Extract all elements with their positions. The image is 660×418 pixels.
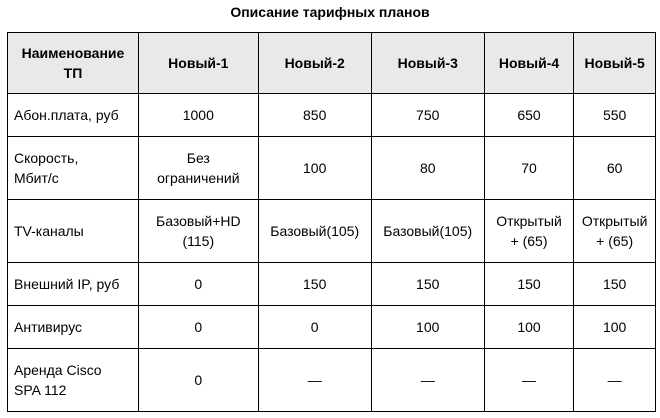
- header-plan-2: Новый-2: [258, 33, 371, 94]
- cell-value: 0: [194, 372, 203, 388]
- row-label: [8, 306, 139, 349]
- row-label-line1: TV-каналы: [14, 223, 84, 239]
- row-label-line1: Скорость,: [14, 150, 79, 166]
- cell-value: —: [607, 372, 622, 388]
- row-label-line1: Внешний IP, руб: [14, 276, 120, 292]
- cell-value: —: [522, 372, 537, 388]
- table-cell: [138, 94, 258, 137]
- cell-value: —: [420, 372, 435, 388]
- table-cell: [138, 306, 258, 349]
- table-cell: [138, 137, 258, 200]
- table-cell: [138, 200, 258, 263]
- table-row-external-ip: [8, 263, 656, 306]
- cell-value: 150: [517, 276, 541, 292]
- cell-value: 850: [303, 107, 327, 123]
- table-cell: [371, 349, 484, 412]
- table-row-cisco-rental: [8, 349, 656, 412]
- cell-value: 80: [419, 160, 436, 176]
- cell-value: 0: [194, 319, 203, 335]
- cell-value: 70: [521, 160, 537, 176]
- table-cell: [574, 94, 656, 137]
- table-cell: [574, 200, 656, 263]
- cell-value: 150: [416, 276, 440, 292]
- table-cell: [574, 306, 656, 349]
- table-cell: [258, 200, 371, 263]
- cell-value-line1: Открытый: [496, 213, 562, 229]
- cell-value: 0: [194, 276, 203, 292]
- table-row-speed: [8, 137, 656, 200]
- cell-value: —: [307, 372, 322, 388]
- table-cell: [484, 94, 574, 137]
- cell-value: 60: [606, 160, 623, 176]
- table-row-antivirus: [8, 306, 656, 349]
- table-row-subscription-fee: [8, 94, 656, 137]
- cell-value: 150: [602, 276, 627, 292]
- row-label: [8, 137, 139, 200]
- row-label-line2: SPA 112: [14, 382, 67, 398]
- table-cell: [371, 200, 484, 263]
- cell-value-line1: Без: [186, 150, 210, 166]
- table-cell: [484, 137, 574, 200]
- row-label-line1: Антивирус: [14, 319, 83, 335]
- cell-value: 750: [416, 107, 440, 123]
- cell-value-line2: (115): [182, 233, 215, 249]
- table-cell: [574, 137, 656, 200]
- header-plan-5: Новый-5: [574, 33, 656, 94]
- header-label-line1: Наименование: [21, 45, 125, 61]
- row-label-line1: Аренда Cisco: [14, 362, 102, 378]
- cell-value-line2: ограничений: [157, 170, 240, 186]
- cell-value: 100: [303, 160, 327, 176]
- header-label-line2: ТП: [63, 65, 83, 81]
- table-cell: [574, 263, 656, 306]
- table-cell: [138, 263, 258, 306]
- header-plan-1: Новый-1: [138, 33, 258, 94]
- header-plan-name: [8, 33, 139, 94]
- table-cell: [258, 137, 371, 200]
- table-cell: [258, 263, 371, 306]
- table-cell: [484, 263, 574, 306]
- table-cell: [371, 306, 484, 349]
- cell-value-line2: + (65): [510, 233, 548, 249]
- cell-value: 0: [310, 319, 319, 335]
- table-header-row: [8, 33, 656, 94]
- row-label: [8, 200, 139, 263]
- row-label-line2: Мбит/с: [14, 170, 59, 186]
- header-plan-4: Новый-4: [484, 33, 574, 94]
- row-label: [8, 263, 139, 306]
- table-cell: [484, 306, 574, 349]
- cell-value: 650: [517, 107, 541, 123]
- cell-value-line2: + (65): [596, 233, 634, 249]
- header-plan-3: Новый-3: [371, 33, 484, 94]
- tariff-plans-table: [7, 32, 656, 412]
- table-row-tv-channels: [8, 200, 656, 263]
- cell-value: 150: [303, 276, 327, 292]
- table-caption: Описание тарифных планов: [230, 4, 430, 20]
- table-cell: [371, 94, 484, 137]
- cell-value: 550: [602, 107, 627, 123]
- table-cell: [258, 349, 371, 412]
- cell-value: Базовый(105): [270, 223, 360, 239]
- cell-value: 100: [416, 319, 440, 335]
- table-cell: [371, 263, 484, 306]
- table-cell: [484, 349, 574, 412]
- table-cell: [258, 94, 371, 137]
- cell-value-line1: Открытый: [581, 213, 648, 229]
- table-cell: [258, 306, 371, 349]
- row-label-line1: Абон.плата, руб: [14, 107, 119, 123]
- table-cell: [371, 137, 484, 200]
- row-label: [8, 94, 139, 137]
- row-label: [8, 349, 139, 412]
- cell-value: 100: [602, 319, 627, 335]
- table-cell: [484, 200, 574, 263]
- cell-value: Базовый(105): [383, 223, 473, 239]
- table-cell: [574, 349, 656, 412]
- cell-value: 100: [517, 319, 541, 335]
- cell-value-line1: Базовый+HD: [156, 213, 241, 229]
- cell-value: 1000: [182, 107, 214, 123]
- table-cell: [138, 349, 258, 412]
